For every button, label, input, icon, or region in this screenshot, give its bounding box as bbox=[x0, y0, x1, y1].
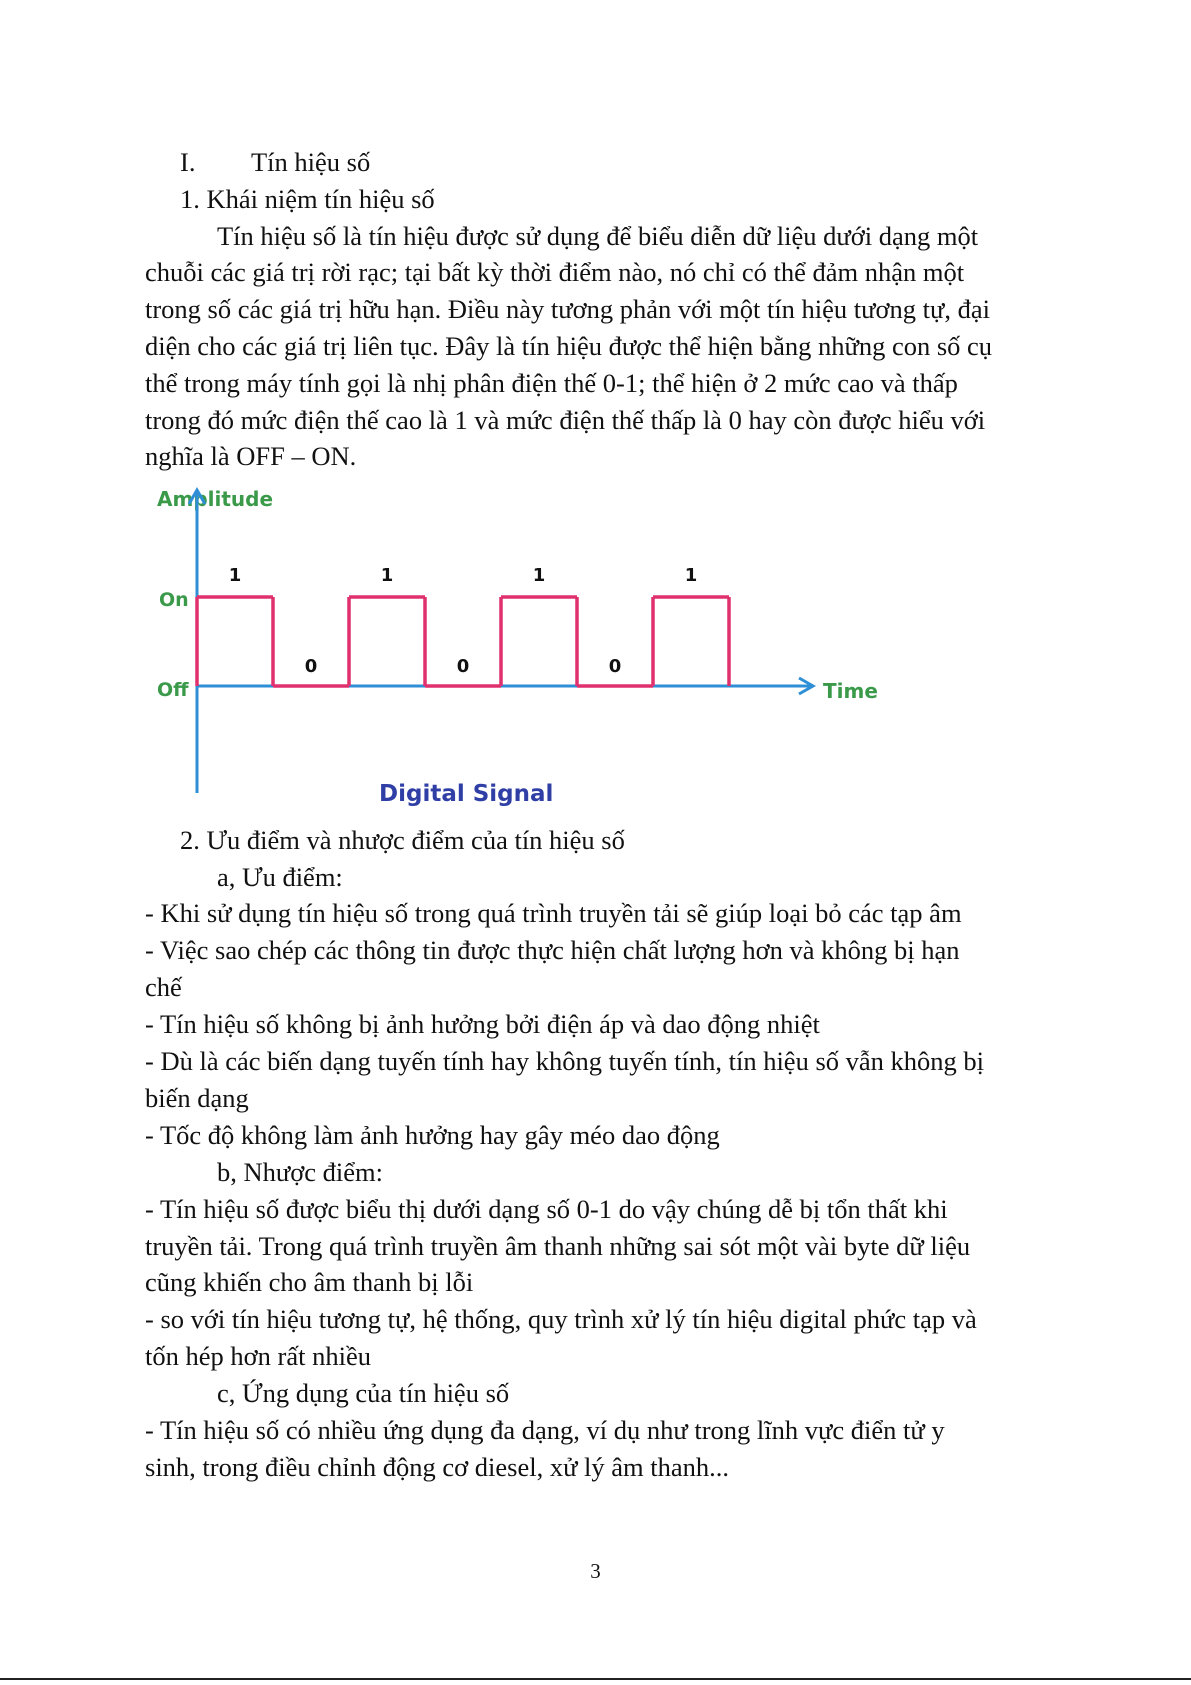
page-bottom-rule bbox=[0, 1678, 1191, 1680]
bit-label: 1 bbox=[380, 565, 394, 586]
level-label-off: Off bbox=[157, 679, 189, 701]
advantages-line: - Việc sao chép các thông tin được thực hiện chất lượng hơn và không bị hạn bbox=[145, 935, 960, 965]
disadvantages-line: truyền tải. Trong quá trình truyền âm thanh những sai sót một vài byte dữ liệu bbox=[145, 1231, 971, 1261]
paragraph-line: thể trong máy tính gọi là nhị phân điện thế 0-1; thể hiện ở 2 mức cao và thấp bbox=[145, 368, 958, 398]
bit-label: 0 bbox=[456, 656, 470, 677]
applications-line: sinh, trong điều chỉnh động cơ diesel, xử lý âm thanh... bbox=[145, 1452, 730, 1482]
x-axis-label: Time bbox=[823, 679, 878, 703]
disadvantages-line: tốn hép hơn rất nhiều bbox=[145, 1341, 371, 1371]
disadvantages-title: b, Nhược điểm: bbox=[217, 1157, 384, 1187]
paragraph-line: trong số các giá trị hữu hạn. Điều này tương phản với một tín hiệu tương tự, đại bbox=[145, 294, 991, 324]
advantages-line: - Dù là các biến dạng tuyến tính hay không tuyến tính, tín hiệu số vẫn không bị bbox=[145, 1046, 985, 1076]
bit-label: 1 bbox=[684, 565, 698, 586]
digital-signal-chart bbox=[145, 478, 1015, 811]
paragraph-line: trong đó mức điện thế cao là 1 và mức điện thế thấp là 0 hay còn được hiểu với bbox=[145, 405, 986, 435]
advantages-line: - Tốc độ không làm ảnh hưởng hay gây méo dao động bbox=[145, 1120, 720, 1150]
disadvantages-line: - so với tín hiệu tương tự, hệ thống, quy trình xử lý tín hiệu digital phức tạp và bbox=[145, 1304, 977, 1334]
chart-title: Digital Signal bbox=[379, 781, 554, 807]
paragraph-line: nghĩa là OFF – ON. bbox=[145, 441, 357, 471]
bit-label: 0 bbox=[608, 656, 622, 677]
advantages-line: biến dạng bbox=[145, 1083, 249, 1113]
paragraph-line: diện cho các giá trị liên tục. Đây là tín hiệu được thể hiện bằng những con số cụ bbox=[145, 331, 993, 361]
advantages-title: a, Ưu điểm: bbox=[217, 862, 343, 892]
applications-line: - Tín hiệu số có nhiều ứng dụng đa dạng, ví dụ như trong lĩnh vực điển tử y bbox=[145, 1415, 945, 1445]
y-axis-label: Amplitude bbox=[157, 487, 274, 511]
section-title: Tín hiệu số bbox=[251, 147, 371, 177]
digital-signal-figure bbox=[145, 478, 1015, 811]
bit-label: 1 bbox=[532, 565, 546, 586]
subsection-title: 2. Ưu điểm và nhược điểm của tín hiệu số bbox=[180, 825, 625, 855]
applications-title: c, Ứng dụng của tín hiệu số bbox=[217, 1378, 510, 1408]
bit-label: 1 bbox=[228, 565, 242, 586]
level-label-on: On bbox=[159, 589, 189, 611]
disadvantages-line: - Tín hiệu số được biểu thị dưới dạng số 0-1 do vậy chúng dễ bị tổn thất khi bbox=[145, 1194, 948, 1224]
paragraph-line: chuỗi các giá trị rời rạc; tại bất kỳ thời điểm nào, nó chỉ có thể đảm nhận một bbox=[145, 257, 965, 287]
bit-label: 0 bbox=[304, 656, 318, 677]
advantages-line: chế bbox=[145, 972, 182, 1002]
section-number: I. bbox=[180, 147, 196, 177]
advantages-line: - Khi sử dụng tín hiệu số trong quá trình truyền tải sẽ giúp loại bỏ các tạp âm bbox=[145, 898, 962, 928]
disadvantages-line: cũng khiến cho âm thanh bị lỗi bbox=[145, 1267, 474, 1297]
paragraph-line: Tín hiệu số là tín hiệu được sử dụng để biểu diễn dữ liệu dưới dạng một bbox=[217, 221, 979, 251]
subsection-title: 1. Khái niệm tín hiệu số bbox=[180, 184, 435, 214]
advantages-line: - Tín hiệu số không bị ảnh hưởng bởi điện áp và dao động nhiệt bbox=[145, 1009, 820, 1039]
page-number: 3 bbox=[590, 1559, 601, 1583]
